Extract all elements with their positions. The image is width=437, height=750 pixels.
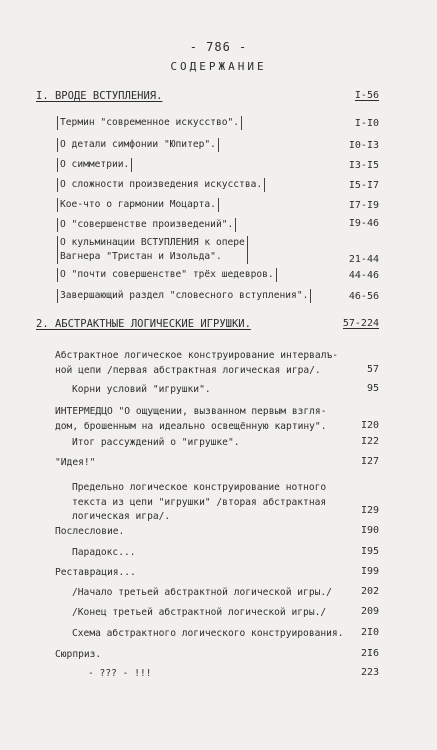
contents-heading: СОДЕРЖАНИЕ bbox=[170, 60, 267, 73]
toc-item-s2-0: Абстрактное логическое конструирование интервалъ- ной цепи /первая абстрактная логическая игра/. bbox=[55, 350, 339, 376]
section-1-pages: I-56 bbox=[354, 90, 379, 101]
toc-pages-s1-7: 44-46 bbox=[348, 270, 379, 281]
toc-item-s1-8: Завершающий раздел "словесного вступления". bbox=[57, 289, 311, 303]
toc-pages-s2-5: I29 bbox=[360, 505, 379, 516]
toc-item-s1-3: О сложности произведения искусства. bbox=[57, 178, 265, 192]
toc-item-s1-0: Термин "современное искусство". bbox=[57, 116, 242, 130]
toc-pages-s1-1: I0-I3 bbox=[348, 140, 379, 151]
toc-item-s2-1: Корни условий "игрушки". bbox=[72, 384, 211, 395]
page-number: - 786 - bbox=[189, 40, 248, 54]
toc-pages-s2-6: I90 bbox=[360, 525, 379, 536]
toc-pages-s2-10: 209 bbox=[360, 606, 379, 617]
toc-item-s1-6: О кульминации ВСТУПЛЕНИЯ к опере Вагнера "Тристан и Изольда". bbox=[57, 236, 248, 264]
section-2-pages: 57-224 bbox=[342, 318, 379, 329]
toc-pages-s1-4: I7-I9 bbox=[348, 200, 379, 211]
toc-item-s1-5: О "совершенстве произведений". bbox=[57, 218, 236, 232]
toc-pages-s2-13: 223 bbox=[360, 667, 379, 678]
toc-item-s2-9: /Начало третьей абстрактной логической игры./ bbox=[72, 587, 332, 598]
toc-pages-s2-3: I22 bbox=[360, 436, 379, 447]
section-2-title: 2. АБСТРАКТНЫЕ ЛОГИЧЕСКИЕ ИГРУШКИ. bbox=[36, 318, 251, 330]
toc-item-s1-4: Кое-что о гармонии Моцарта. bbox=[57, 198, 219, 212]
toc-pages-s2-0: 57 bbox=[366, 364, 379, 375]
toc-pages-s1-3: I5-I7 bbox=[348, 180, 379, 191]
toc-pages-s1-2: I3-I5 bbox=[348, 160, 379, 171]
toc-item-s2-10: /Конец третьей абстрактной логической игры./ bbox=[72, 607, 327, 618]
toc-pages-s1-6: 21-44 bbox=[348, 254, 379, 265]
toc-item-s1-7: О "почти совершенстве" трёх шедевров. bbox=[57, 268, 277, 282]
toc-pages-s1-8: 46-56 bbox=[348, 291, 379, 302]
section-1-title: I. ВРОДЕ ВСТУПЛЕНИЯ. bbox=[36, 90, 163, 102]
toc-item-s2-7: Парадокс... bbox=[72, 547, 136, 558]
toc-pages-s2-8: I99 bbox=[360, 566, 379, 577]
toc-item-s2-6: Послесловие. bbox=[55, 526, 125, 537]
toc-item-s2-2: ИНТЕРМЕДЦО "О ощущении, вызванном первым взгля- дом, брошенным на идеально освещённую картину". bbox=[55, 406, 327, 432]
toc-pages-s1-0: I-I0 bbox=[354, 118, 379, 129]
toc-pages-s2-4: I27 bbox=[360, 456, 379, 467]
toc-pages-s2-7: I95 bbox=[360, 546, 379, 557]
toc-pages-s2-11: 2I0 bbox=[360, 627, 379, 638]
toc-item-s1-2: О симметрии. bbox=[57, 158, 132, 172]
toc-item-s2-12: Сюрприз. bbox=[55, 649, 102, 660]
toc-pages-s2-2: I20 bbox=[360, 420, 379, 431]
toc-item-s2-8: Реставрация... bbox=[55, 567, 136, 578]
toc-item-s2-13: - ??? - !!! bbox=[88, 668, 152, 679]
toc-pages-s2-9: 202 bbox=[360, 586, 379, 597]
toc-item-s2-3: Итог рассуждений о "игрушке". bbox=[72, 437, 240, 448]
toc-pages-s1-5: I9-46 bbox=[348, 218, 379, 229]
toc-pages-s2-1: 95 bbox=[366, 383, 379, 394]
toc-item-s2-4: "Идея!" bbox=[55, 457, 96, 468]
toc-item-s1-1: О детали симфонии "Юпитер". bbox=[57, 138, 219, 152]
toc-item-s2-11: Схема абстрактного логического конструирования. bbox=[72, 628, 344, 639]
toc-item-s2-5: Предельно логическое конструирование нотного текста из цепи "игрушки" /вторая абстрактная логическая игра/. bbox=[72, 482, 327, 522]
toc-pages-s2-12: 2I6 bbox=[360, 648, 379, 659]
